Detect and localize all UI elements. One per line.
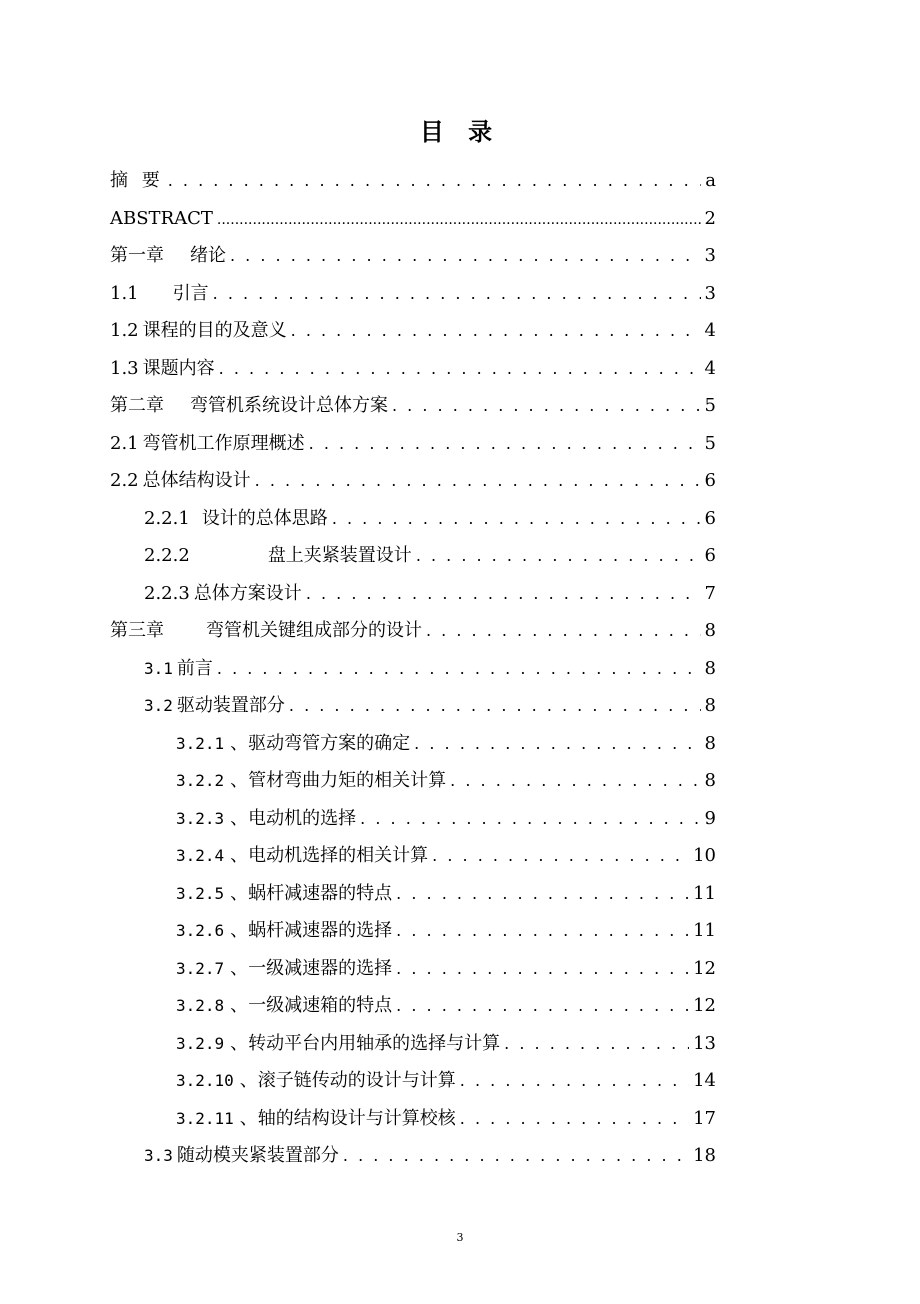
toc-entry-number: 3.2.6 <box>176 921 225 940</box>
toc-entry-page: 7 <box>704 582 716 604</box>
toc-entry-label: 、蜗杆减速器的特点 <box>230 882 393 904</box>
toc-entry-number: 3.2.5 <box>176 883 225 903</box>
toc-entry-2-2[interactable] <box>110 462 716 500</box>
toc-entry-number: 3.2.4 <box>176 846 225 865</box>
toc-entry-page: 4 <box>704 320 716 341</box>
toc-entry-3-2-6[interactable] <box>176 912 716 950</box>
toc-entry-label: 、一级减速箱的特点 <box>230 995 393 1016</box>
toc-leader <box>309 425 701 463</box>
toc-entry-2-2-1[interactable] <box>144 500 716 538</box>
toc-leader <box>332 500 701 538</box>
toc-entry-number: 3.2.2 <box>176 771 225 790</box>
toc-entry-label: 驱动装置部分 <box>176 695 285 716</box>
toc-entry-number: 2.2.3 <box>144 582 190 604</box>
toc-leader <box>426 612 701 650</box>
toc-entry-page: 8 <box>704 732 716 754</box>
toc-entry-page: 11 <box>693 920 716 941</box>
toc-entry-page: 2 <box>704 207 716 229</box>
toc-entry-abstract-en[interactable] <box>110 200 716 238</box>
toc-entry-number: ABSTRACT <box>110 207 213 229</box>
toc-entry-3-2-4[interactable] <box>176 837 716 875</box>
toc-entry-page: 8 <box>704 770 716 791</box>
toc-entry-label: 、驱动弯管方案的确定 <box>230 732 411 754</box>
toc-leader <box>360 800 700 838</box>
toc-leader <box>291 312 701 350</box>
toc-entry-3-2[interactable] <box>144 687 716 725</box>
toc-entry-label: 随动模夹紧装置部分 <box>176 1145 339 1166</box>
toc-entry-label: 总体结构设计 <box>142 470 251 491</box>
toc-entry-2-2-2[interactable] <box>144 537 716 575</box>
toc-entry-chapter-2[interactable] <box>110 387 716 425</box>
toc-leader <box>219 350 701 388</box>
toc-entry-chapter-3[interactable] <box>110 612 716 650</box>
toc-entry-page: 3 <box>704 245 716 266</box>
toc-entry-page: 6 <box>704 507 716 529</box>
toc-entry-page: 5 <box>704 395 716 416</box>
toc-entry-number: 1.3 <box>110 357 139 379</box>
toc-leader <box>460 1100 689 1138</box>
toc-entry-page: 6 <box>704 470 716 491</box>
toc-leader <box>460 1062 689 1100</box>
toc-entry-page: 18 <box>693 1145 716 1166</box>
toc-entry-label: 总体方案设计 <box>193 582 302 604</box>
toc-entry-number: 2.1 <box>110 432 139 454</box>
toc-entry-label: 弯管机系统设计总体方案 <box>190 395 388 416</box>
toc-entry-1-3[interactable] <box>110 350 716 388</box>
toc-entry-3-2-7[interactable] <box>176 950 716 988</box>
toc-entry-page: 8 <box>704 657 716 679</box>
toc-leader <box>255 462 701 500</box>
toc-entry-number: 3.2.3 <box>176 808 225 828</box>
toc-entry-number: 第二章 <box>110 395 164 416</box>
toc-entry-page: 6 <box>704 545 716 566</box>
toc-entry-number: 1.2 <box>110 320 139 341</box>
toc-leader <box>217 650 701 688</box>
toc-leader <box>396 950 689 988</box>
toc-entry-label: 前言 <box>176 657 213 679</box>
toc-entry-label: 、电动机的选择 <box>230 807 357 829</box>
toc-entry-number: 2.2.1 <box>144 507 190 529</box>
toc-leader <box>217 202 701 240</box>
toc-leader <box>432 837 689 875</box>
toc-entry-2-2-3[interactable] <box>144 575 716 613</box>
toc-entry-3-2-10[interactable] <box>176 1062 716 1100</box>
toc-entry-page: 17 <box>693 1107 716 1129</box>
toc-entry-label: 课题内容 <box>142 357 215 379</box>
toc-entry-number: 3.1 <box>144 658 173 678</box>
toc-entry-abstract-cn[interactable] <box>110 162 716 200</box>
toc-entry-3-2-1[interactable] <box>176 725 716 763</box>
toc-entry-number: 3.2.7 <box>176 958 225 978</box>
toc-entry-label: 、转动平台内用轴承的选择与计算 <box>230 1032 501 1054</box>
toc-entry-label: 设计的总体思路 <box>201 507 328 529</box>
toc-leader <box>289 687 701 725</box>
toc-entry-label: 、蜗杆减速器的选择 <box>230 920 393 941</box>
toc-entry-3-2-2[interactable] <box>176 762 716 800</box>
toc-entry-page: 12 <box>693 995 716 1016</box>
toc-leader <box>343 1137 689 1175</box>
toc-entry-label: 盘上夹紧装置设计 <box>267 545 412 566</box>
toc-entry-number: 1.1 <box>110 282 139 304</box>
toc-entry-page: 8 <box>704 620 716 641</box>
toc-entry-label: 引言 <box>172 282 209 304</box>
toc-entry-3-2-9[interactable] <box>176 1025 716 1063</box>
toc-entry-3-2-3[interactable] <box>176 800 716 838</box>
toc-entry-label: 、一级减速器的选择 <box>230 957 393 979</box>
toc-entry-label: 、轴的结构设计与计算校核 <box>239 1107 456 1129</box>
toc-entry-chapter-1[interactable] <box>110 237 716 275</box>
toc-entry-number: 3.2.1 <box>176 733 225 753</box>
toc-leader <box>168 162 702 200</box>
toc-entry-3-3[interactable] <box>144 1137 716 1175</box>
page-number-footer: 3 <box>456 1231 464 1244</box>
toc-leader <box>504 1025 689 1063</box>
toc-entry-3-2-8[interactable] <box>176 987 716 1025</box>
toc-entry-page: 4 <box>704 357 716 379</box>
toc-entry-2-1[interactable] <box>110 425 716 463</box>
toc-leader <box>396 875 689 913</box>
toc-entry-number: 2.2.2 <box>144 545 190 566</box>
toc-entry-page: 11 <box>693 882 716 904</box>
toc-leader <box>414 725 700 763</box>
toc-entry-label: 、管材弯曲力矩的相关计算 <box>230 770 447 791</box>
toc-entry-number: 3.2.10 <box>176 1071 234 1090</box>
toc-entry-page: 9 <box>704 807 716 829</box>
toc-leader <box>392 387 701 425</box>
toc-entry-page: 3 <box>704 282 716 304</box>
toc-entry-label: 绪论 <box>190 245 226 266</box>
toc-entry-label: 、滚子链传动的设计与计算 <box>239 1070 456 1091</box>
toc-entry-number: 摘 要 <box>110 170 164 191</box>
toc-entry-number: 3.3 <box>144 1146 173 1165</box>
toc-entry-page: 10 <box>693 845 716 866</box>
toc-entry-label: 课程的目的及意义 <box>142 320 287 341</box>
toc-leader <box>396 987 689 1025</box>
toc-entry-page: 12 <box>693 957 716 979</box>
toc-entry-number: 2.2 <box>110 470 139 491</box>
toc-entry-3-2-5[interactable] <box>176 875 716 913</box>
toc-entry-page: 14 <box>693 1070 716 1091</box>
toc-leader <box>213 275 701 313</box>
toc-entry-3-2-11[interactable] <box>176 1100 716 1138</box>
toc-entry-page: 13 <box>693 1032 716 1054</box>
toc-leader <box>230 237 701 275</box>
toc-entry-label: 、电动机选择的相关计算 <box>230 845 429 866</box>
toc-entry-number: 第一章 <box>110 245 164 266</box>
page-title: 目 录 <box>419 118 501 146</box>
toc-entry-number: 3.2.9 <box>176 1033 225 1053</box>
toc-entry-1-1[interactable] <box>110 275 716 313</box>
toc-entry-label: 弯管机关键组成部分的设计 <box>206 620 422 641</box>
toc-entry-number: 3.2.8 <box>176 996 225 1015</box>
toc-leader <box>416 537 701 575</box>
toc-leader <box>306 575 701 613</box>
toc-entry-3-1[interactable] <box>144 650 716 688</box>
toc-leader <box>450 762 700 800</box>
toc-entry-page: 8 <box>704 695 716 716</box>
toc-entry-label: 弯管机工作原理概述 <box>142 432 305 454</box>
toc-entry-1-2[interactable] <box>110 312 716 350</box>
toc-entry-number: 3.2 <box>144 696 173 715</box>
toc-entry-number: 第三章 <box>110 620 164 641</box>
toc-entry-number: 3.2.11 <box>176 1108 234 1128</box>
toc-entry-page: 5 <box>704 432 716 454</box>
toc-leader <box>396 912 689 950</box>
toc-entry-page: a <box>705 170 716 191</box>
